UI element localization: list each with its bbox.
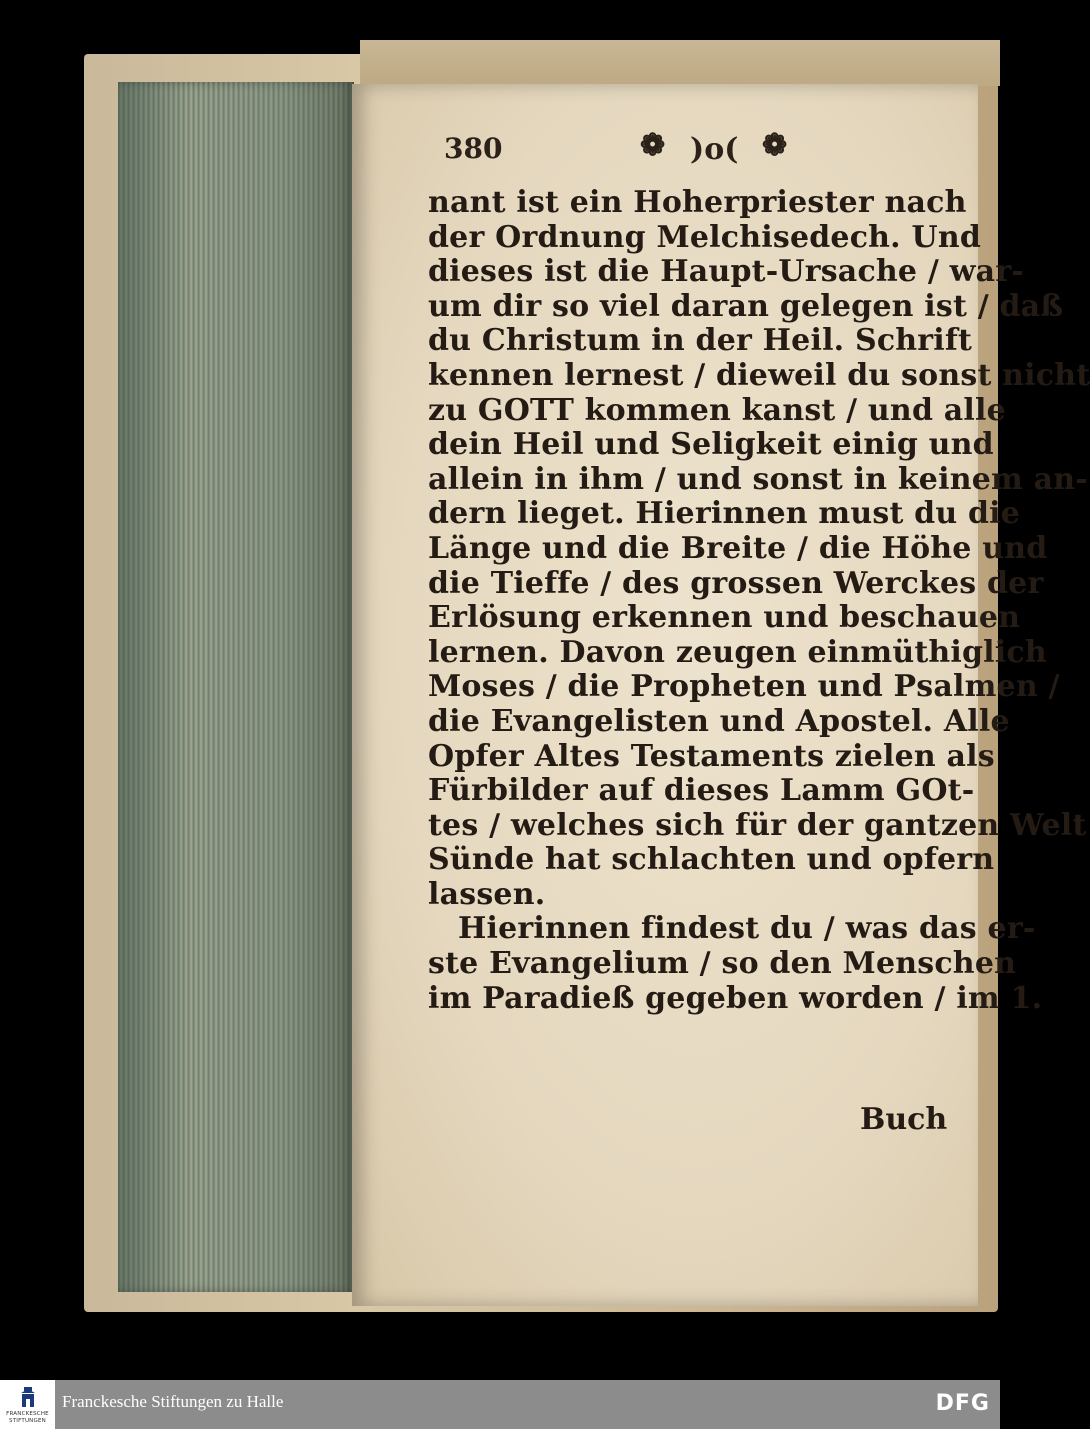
text-line: im Paradieß gegeben worden / im 1. (428, 980, 1043, 1016)
text-line: lernen. Davon zeugen einmüthiglich (428, 634, 1047, 670)
text-line: Erlösung erkennen und beschauen (428, 600, 1021, 636)
page-header (444, 128, 804, 172)
text-line: die Tieffe / des grossen Werckes der (428, 565, 1044, 601)
building-icon (19, 1385, 37, 1409)
text-line: Opfer Altes Testaments zielen als (428, 738, 995, 774)
ornament-icon: ❁ (762, 128, 788, 163)
text-line: dern lieget. Hierinnen must du die (428, 496, 1021, 532)
text-line: zu GOTT kommen kanst / und alle (428, 392, 1006, 428)
page-number: 380 (444, 132, 503, 165)
header-divider: )o( (690, 132, 739, 167)
text-line: ste Evangelium / so den Menschen (428, 946, 1017, 982)
ornament-icon: ❁ (640, 128, 666, 163)
text-line: Hierinnen findest du / was das er- (458, 911, 1036, 947)
body-text (428, 185, 1090, 1016)
text-line: dieses ist die Haupt-Ursache / war- (428, 254, 1024, 290)
text-line: um dir so viel daran gelegen ist / daß (428, 288, 1064, 324)
text-line: lassen. (428, 876, 546, 912)
logo-caption: FRANCKESCHE STIFTUNGEN (6, 1411, 49, 1424)
text-line: Moses / die Propheten und Psalmen / (428, 669, 1060, 705)
text-line: dein Heil und Seligkeit einig und (428, 427, 994, 463)
viewer-footer (0, 1380, 1000, 1429)
institution-logo[interactable] (0, 1380, 55, 1429)
text-line: kennen lernest / dieweil du sonst nicht (428, 357, 1090, 393)
page-fore-edge (118, 82, 354, 1292)
book-headband (360, 40, 1000, 86)
text-line: allein in ihm / und sonst in keinem an- (428, 461, 1088, 497)
text-line: nant ist ein Hoherpriester nach (428, 185, 967, 220)
text-line: du Christum in der Heil. Schrift (428, 323, 973, 359)
text-line: der Ordnung Melchisedech. Und (428, 219, 982, 255)
text-line: tes / welches sich für der gantzen Welt (428, 807, 1087, 843)
text-line: Länge und die Breite / die Höhe und (428, 530, 1048, 566)
catchword: Buch (860, 1102, 948, 1137)
text-line: Fürbilder auf dieses Lamm GOt- (428, 773, 975, 809)
text-line: die Evangelisten und Apostel. Alle (428, 703, 1010, 739)
institution-name[interactable]: Franckesche Stiftungen zu Halle (62, 1392, 284, 1411)
dfg-logo[interactable]: DFG (935, 1391, 990, 1416)
text-line: Sünde hat schlachten und opfern (428, 842, 995, 878)
